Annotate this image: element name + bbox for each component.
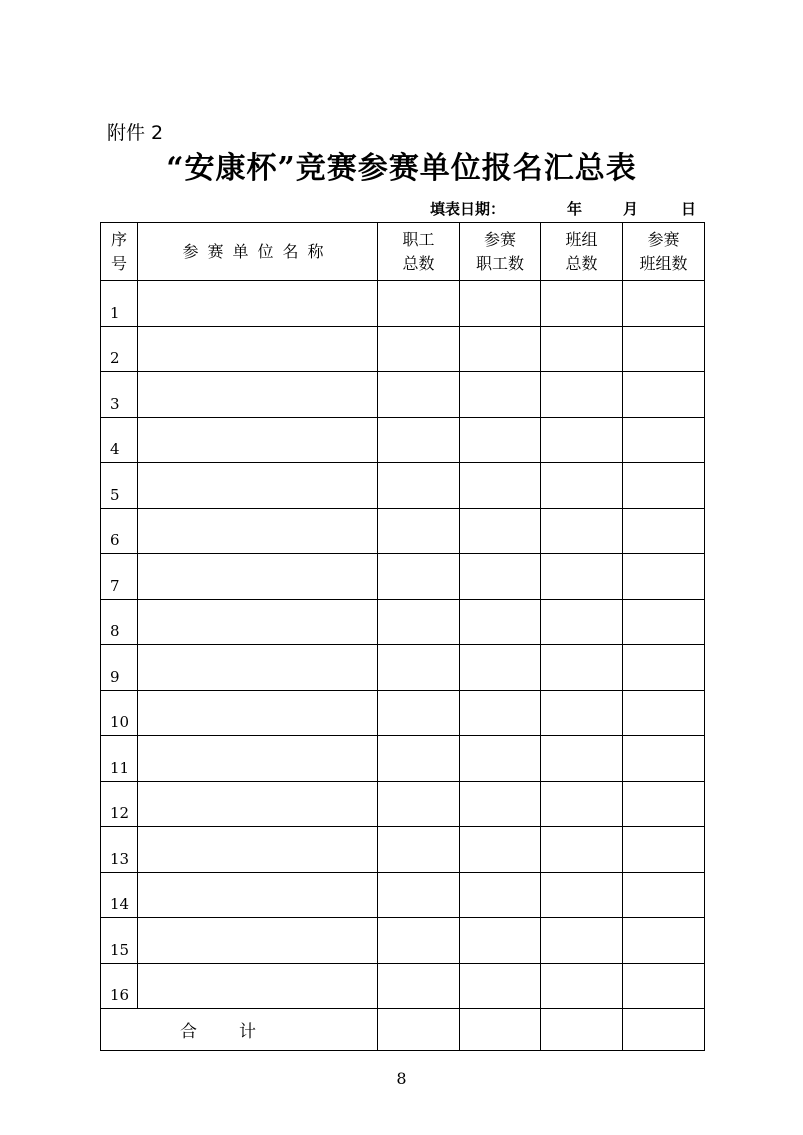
table-header-row [101,223,705,281]
cell-team-total[interactable] [541,281,623,327]
table-row [101,963,705,1009]
cell-team-participating[interactable] [623,281,705,327]
row-number: 6 [101,508,138,554]
fill-date-day: 日 [681,200,697,218]
cell-unit-name[interactable] [138,372,378,418]
cell-team-total[interactable] [541,645,623,691]
cell-staff-total[interactable] [378,281,460,327]
cell-staff-total[interactable] [378,690,460,736]
row-number: 2 [101,326,138,372]
cell-unit-name[interactable] [138,827,378,873]
table-row [101,690,705,736]
cell-staff-participating[interactable] [460,508,541,554]
table-row [101,463,705,509]
header-staff-total-line2: 总数 [402,253,435,273]
cell-team-participating[interactable] [623,827,705,873]
cell-staff-total[interactable] [378,736,460,782]
cell-staff-participating[interactable] [460,645,541,691]
cell-staff-total[interactable] [378,508,460,554]
cell-team-participating[interactable] [623,872,705,918]
table-row [101,872,705,918]
cell-staff-total[interactable] [378,326,460,372]
cell-unit-name[interactable] [138,872,378,918]
cell-team-participating[interactable] [623,554,705,600]
header-staff-part-line2: 职工数 [475,253,524,273]
cell-staff-participating[interactable] [460,554,541,600]
table-row [101,281,705,327]
table-row [101,918,705,964]
cell-team-participating[interactable] [623,463,705,509]
cell-team-participating[interactable] [623,736,705,782]
total-label-cell [101,1009,378,1051]
cell-team-total[interactable] [541,827,623,873]
cell-staff-participating[interactable] [460,690,541,736]
header-team-total [541,223,623,281]
cell-staff-participating[interactable] [460,827,541,873]
cell-team-participating[interactable] [623,918,705,964]
cell-unit-name[interactable] [138,554,378,600]
cell-staff-participating[interactable] [460,781,541,827]
cell-team-participating[interactable] [623,508,705,554]
cell-staff-total[interactable] [378,827,460,873]
header-seq [101,223,138,281]
row-number: 14 [101,872,138,918]
cell-unit-name[interactable] [138,508,378,554]
page-number: 8 [396,1069,407,1088]
header-team-part-line2: 班组数 [639,253,688,273]
cell-team-participating[interactable] [623,690,705,736]
cell-unit-name[interactable] [138,326,378,372]
table-body [101,281,705,1051]
cell-unit-name[interactable] [138,690,378,736]
cell-staff-total[interactable] [378,599,460,645]
fill-date-label: 填表日期： [430,200,506,218]
page-title: “安康杯”竞赛参赛单位报名汇总表 [166,151,637,186]
cell-team-total[interactable] [541,918,623,964]
table-row [101,736,705,782]
table-row [101,554,705,600]
row-number: 15 [101,918,138,964]
table-row [101,372,705,418]
cell-unit-name[interactable] [138,918,378,964]
row-number: 10 [101,690,138,736]
cell-team-total[interactable] [541,326,623,372]
cell-team-total[interactable] [541,463,623,509]
cell-team-participating[interactable] [623,645,705,691]
fill-date-year: 年 [567,200,583,218]
row-number: 12 [101,781,138,827]
header-seq-line2: 号 [110,253,127,273]
total-staff-total[interactable] [378,1009,460,1051]
cell-team-total[interactable] [541,554,623,600]
cell-team-total[interactable] [541,417,623,463]
fill-date-line [0,198,803,218]
total-team-participating[interactable] [623,1009,705,1051]
row-number: 11 [101,736,138,782]
total-row [101,1009,705,1051]
row-number: 1 [101,281,138,327]
row-number: 9 [101,645,138,691]
cell-team-total[interactable] [541,781,623,827]
row-number: 16 [101,963,138,1009]
cell-staff-total[interactable] [378,918,460,964]
cell-staff-participating[interactable] [460,463,541,509]
cell-team-total[interactable] [541,508,623,554]
cell-team-participating[interactable] [623,326,705,372]
cell-staff-total[interactable] [378,781,460,827]
cell-unit-name[interactable] [138,599,378,645]
row-number: 5 [101,463,138,509]
table-row [101,645,705,691]
cell-unit-name[interactable] [138,417,378,463]
cell-staff-total[interactable] [378,963,460,1009]
cell-staff-total[interactable] [378,417,460,463]
cell-staff-participating[interactable] [460,736,541,782]
table-row [101,326,705,372]
header-team-total-line1: 班组 [565,229,598,249]
header-team-total-line2: 总数 [565,253,598,273]
cell-staff-participating[interactable] [460,281,541,327]
table-row [101,599,705,645]
total-staff-participating[interactable] [460,1009,541,1051]
row-number: 8 [101,599,138,645]
cell-team-total[interactable] [541,690,623,736]
cell-team-total[interactable] [541,372,623,418]
header-staff-total [378,223,460,281]
cell-team-participating[interactable] [623,781,705,827]
cell-staff-total[interactable] [378,372,460,418]
cell-staff-participating[interactable] [460,872,541,918]
row-number: 13 [101,827,138,873]
header-unit-name: 参赛单位名称 [138,223,378,281]
cell-staff-participating[interactable] [460,963,541,1009]
row-number: 4 [101,417,138,463]
cell-unit-name[interactable] [138,963,378,1009]
row-number: 7 [101,554,138,600]
cell-unit-name[interactable] [138,463,378,509]
table-row [101,781,705,827]
cell-team-participating[interactable] [623,963,705,1009]
fill-date-month: 月 [623,200,639,218]
registration-table [100,222,705,1051]
header-team-part-line1: 参赛 [647,229,680,249]
cell-staff-participating[interactable] [460,326,541,372]
total-team-total[interactable] [541,1009,623,1051]
table-row [101,417,705,463]
cell-unit-name[interactable] [138,736,378,782]
cell-staff-total[interactable] [378,463,460,509]
cell-unit-name[interactable] [138,281,378,327]
cell-staff-participating[interactable] [460,918,541,964]
cell-team-total[interactable] [541,872,623,918]
cell-unit-name[interactable] [138,645,378,691]
cell-staff-total[interactable] [378,872,460,918]
cell-unit-name[interactable] [138,781,378,827]
cell-team-participating[interactable] [623,372,705,418]
header-team-participating [623,223,705,281]
attachment-label: 附件 2 [107,122,164,144]
table-row [101,508,705,554]
cell-team-total[interactable] [541,736,623,782]
cell-staff-total[interactable] [378,554,460,600]
cell-staff-participating[interactable] [460,417,541,463]
header-seq-line1: 序 [110,229,127,249]
header-staff-total-line1: 职工 [402,229,435,249]
cell-staff-participating[interactable] [460,372,541,418]
header-staff-participating [460,223,541,281]
row-number: 3 [101,372,138,418]
cell-team-total[interactable] [541,963,623,1009]
cell-team-total[interactable] [541,599,623,645]
total-label: 合计 [180,1021,298,1042]
cell-team-participating[interactable] [623,417,705,463]
cell-staff-participating[interactable] [460,599,541,645]
header-staff-part-line1: 参赛 [483,229,516,249]
cell-staff-total[interactable] [378,645,460,691]
table-row [101,827,705,873]
cell-team-participating[interactable] [623,599,705,645]
